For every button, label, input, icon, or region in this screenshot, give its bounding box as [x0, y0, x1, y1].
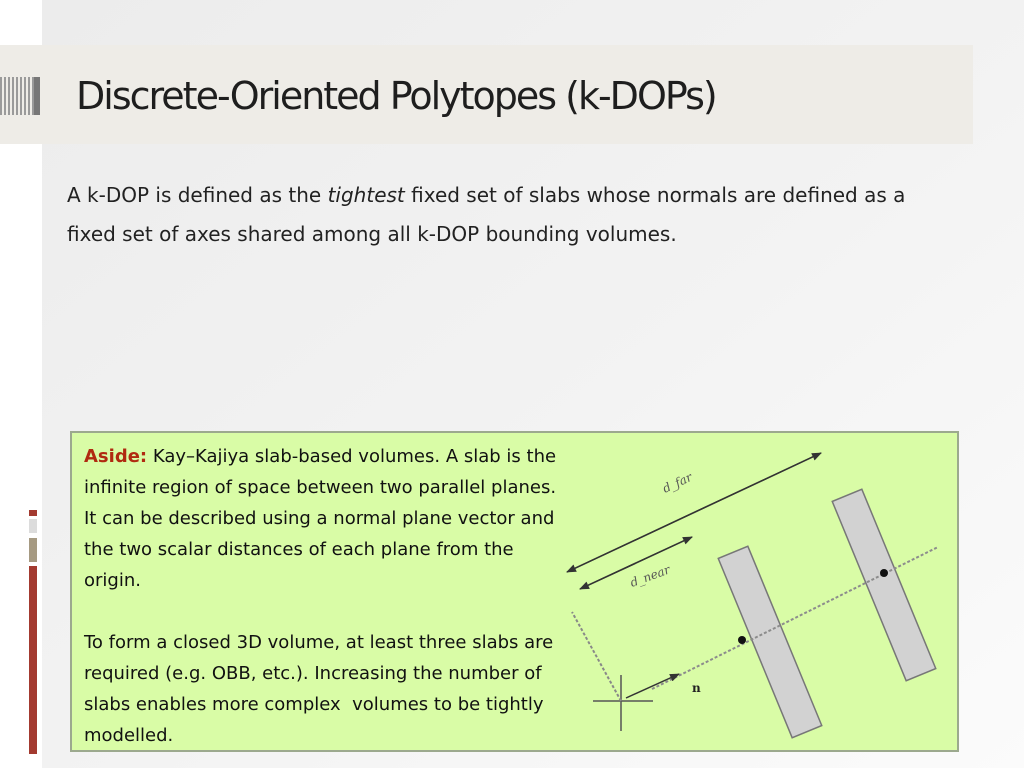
aside-paragraph-1-text: Kay–Kajiya slab-based volumes. A slab is the infinite region of space between two parallel planes. It can be described using a normal plane vector and the two scalar distances of each plane from the origin. — [84, 446, 562, 591]
aside-box — [70, 431, 959, 752]
page-title: Discrete-Oriented Polytopes (k-DOPs) — [76, 74, 716, 118]
intro-paragraph — [67, 176, 947, 254]
accent-bar-light — [29, 519, 37, 533]
title-decoration — [0, 77, 40, 115]
accent-bar-main — [29, 566, 37, 754]
intro-text-after: fixed set of slabs whose normals are defined as a fixed set of axes shared among all k-DOP bounding volumes. — [67, 183, 906, 246]
far-slab — [832, 489, 936, 681]
near-slab — [718, 546, 822, 738]
normal-label: n — [692, 681, 701, 695]
accent-bar-tan — [29, 538, 37, 562]
d-far-label: d_far — [660, 469, 695, 496]
far-plane-point — [880, 569, 888, 577]
normal-vector-arrow — [626, 674, 679, 698]
aside-paragraph-2: To form a closed 3D volume, at least three slabs are required (e.g. OBB, etc.). Increasing the number of slabs enables more complex volumes to be tightly modelled. — [84, 632, 559, 746]
d-far-dimension — [567, 453, 821, 572]
intro-text-before: A k-DOP is defined as the — [67, 183, 328, 207]
aside-label: Aside: — [84, 446, 148, 467]
accent-bar-top — [29, 510, 37, 516]
near-plane-point — [738, 636, 746, 644]
d-near-label: d_near — [628, 562, 672, 590]
plane-offset-guide — [572, 612, 621, 701]
origin-axes — [593, 675, 653, 731]
slab-diagram — [72, 433, 957, 750]
intro-emphasis: tightest — [327, 183, 405, 207]
